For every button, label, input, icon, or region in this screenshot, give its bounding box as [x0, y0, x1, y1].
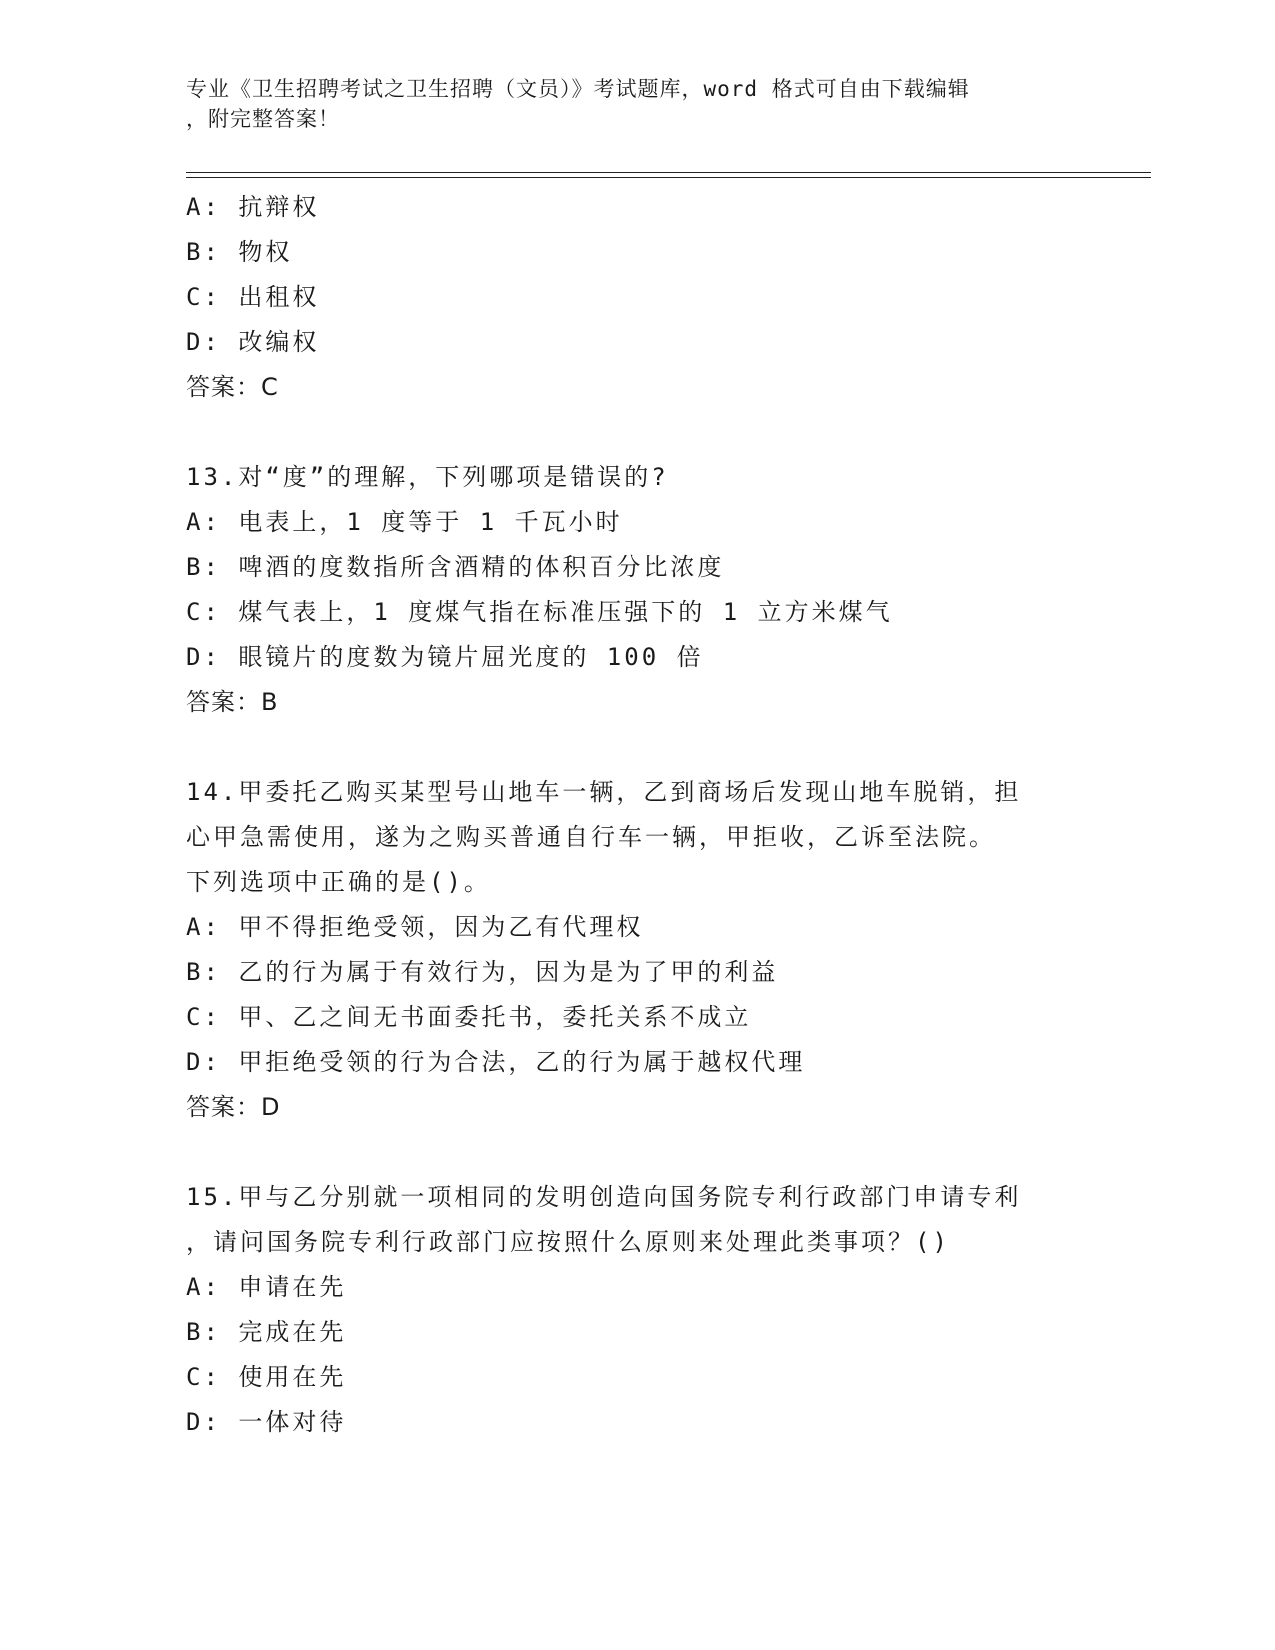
q13-option-b: B: 啤酒的度数指所含酒精的体积百分比浓度 — [186, 553, 725, 581]
q12-option-c: C: 出租权 — [186, 283, 320, 311]
q12-option-b: B: 物权 — [186, 238, 293, 266]
q14-option-c: C: 甲、乙之间无书面委托书，委托关系不成立 — [186, 1003, 752, 1031]
q14-stem-line-3: 下列选项中正确的是()。 — [186, 868, 491, 896]
q15-stem-line-2: ，请问国务院专利行政部门应按照什么原则来处理此类事项？() — [186, 1228, 950, 1256]
q15-option-b: B: 完成在先 — [186, 1318, 347, 1346]
q14-stem-line-2: 心甲急需使用，遂为之购买普通自行车一辆，甲拒收，乙诉至法院。 — [186, 823, 996, 851]
q13-answer: 答案：B — [186, 688, 279, 716]
q14-option-b: B: 乙的行为属于有效行为，因为是为了甲的利益 — [186, 958, 779, 986]
header-line-2: ，附完整答案！ — [186, 107, 340, 131]
q13-option-a: A: 电表上，1 度等于 1 千瓦小时 — [186, 508, 623, 536]
q15-option-c: C: 使用在先 — [186, 1363, 347, 1391]
header-divider-2 — [186, 177, 1151, 178]
q15-stem-line-1: 15.甲与乙分别就一项相同的发明创造向国务院专利行政部门申请专利 — [186, 1183, 1022, 1211]
q12-answer: 答案：C — [186, 373, 279, 401]
q15-option-a: A: 申请在先 — [186, 1273, 347, 1301]
q14-answer: 答案：D — [186, 1093, 281, 1121]
q14-option-d: D: 甲拒绝受领的行为合法，乙的行为属于越权代理 — [186, 1048, 806, 1076]
header-divider — [186, 172, 1151, 173]
q15-option-d: D: 一体对待 — [186, 1408, 347, 1436]
q12-option-a: A: 抗辩权 — [186, 193, 320, 221]
q12-option-d: D: 改编权 — [186, 328, 320, 356]
q13-option-c: C: 煤气表上，1 度煤气指在标准压强下的 1 立方米煤气 — [186, 598, 893, 626]
header-line-1: 专业《卫生招聘考试之卫生招聘（文员）》考试题库，word 格式可自由下载编辑 — [186, 77, 970, 101]
q14-stem-line-1: 14.甲委托乙购买某型号山地车一辆，乙到商场后发现山地车脱销，担 — [186, 778, 1022, 806]
q14-option-a: A: 甲不得拒绝受领，因为乙有代理权 — [186, 913, 644, 941]
q13-option-d: D: 眼镜片的度数为镜片屈光度的 100 倍 — [186, 643, 704, 671]
q13-stem: 13.对“度”的理解，下列哪项是错误的? — [186, 463, 669, 491]
